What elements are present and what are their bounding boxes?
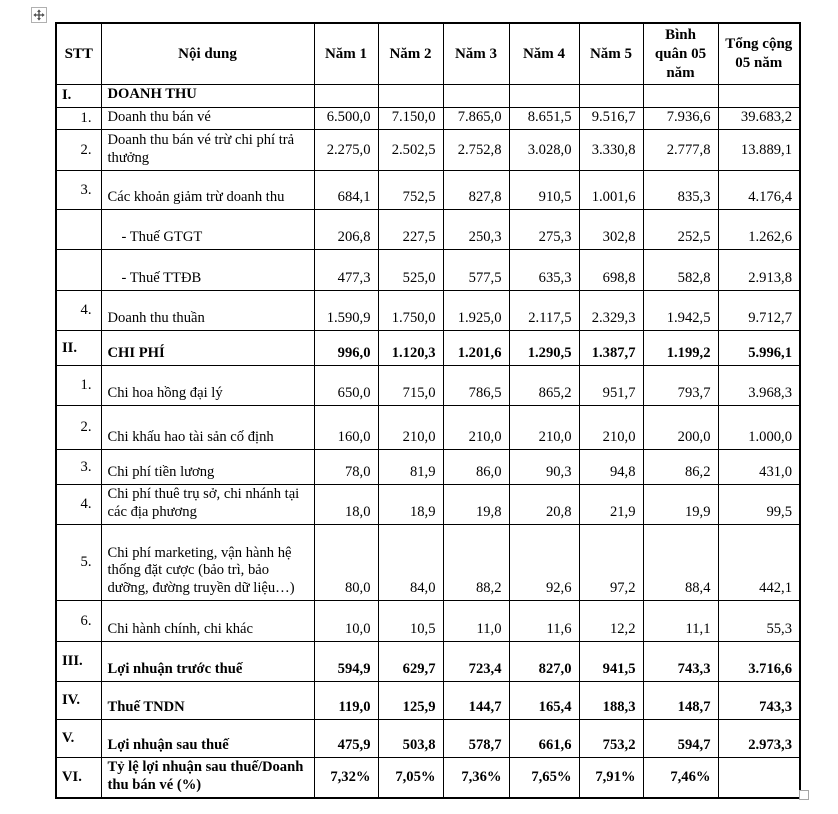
- cell-value[interactable]: 577,5: [443, 250, 509, 291]
- column-header-stt[interactable]: STT: [56, 23, 101, 85]
- cell-value[interactable]: 7,91%: [579, 758, 643, 799]
- cell-value[interactable]: 250,3: [443, 210, 509, 250]
- cell-value[interactable]: 3.028,0: [509, 130, 579, 171]
- table-row: [56, 525, 800, 601]
- cell-value[interactable]: 578,7: [443, 720, 509, 758]
- cell-value[interactable]: 996,0: [314, 331, 378, 366]
- cell-value[interactable]: 910,5: [509, 171, 579, 210]
- cell-value[interactable]: 88,2: [443, 525, 509, 601]
- cell-value[interactable]: 18,9: [378, 485, 443, 525]
- cell-value[interactable]: 84,0: [378, 525, 443, 601]
- column-header-nam3[interactable]: Năm 3: [443, 23, 509, 85]
- cell-noidung[interactable]: Lợi nhuận sau thuế: [101, 720, 314, 758]
- cell-stt[interactable]: 2.: [56, 406, 101, 450]
- cell-value[interactable]: 5.996,1: [718, 331, 800, 366]
- cell-value[interactable]: 503,8: [378, 720, 443, 758]
- cell-value[interactable]: [718, 758, 800, 799]
- cell-value[interactable]: 786,5: [443, 366, 509, 406]
- cell-noidung[interactable]: DOANH THU: [101, 85, 314, 108]
- table-row: [56, 331, 800, 366]
- cell-value[interactable]: 743,3: [643, 642, 718, 682]
- cell-value[interactable]: 86,2: [643, 450, 718, 485]
- move-cross-icon: [33, 9, 45, 21]
- cell-value[interactable]: 793,7: [643, 366, 718, 406]
- cell-value[interactable]: 227,5: [378, 210, 443, 250]
- cell-value[interactable]: 10,0: [314, 601, 378, 642]
- cell-value[interactable]: 650,0: [314, 366, 378, 406]
- cell-stt[interactable]: III.: [56, 642, 101, 682]
- cell-value[interactable]: 431,0: [718, 450, 800, 485]
- cell-value[interactable]: 1.590,9: [314, 291, 378, 331]
- cell-value[interactable]: 88,4: [643, 525, 718, 601]
- table-row: [56, 601, 800, 642]
- cell-value[interactable]: 148,7: [643, 682, 718, 720]
- column-header-nam5[interactable]: Năm 5: [579, 23, 643, 85]
- cell-value[interactable]: 684,1: [314, 171, 378, 210]
- column-header-tongcong[interactable]: Tổng cộng 05 năm: [718, 23, 800, 85]
- cell-stt[interactable]: 4.: [56, 291, 101, 331]
- cell-noidung[interactable]: Chi hoa hồng đại lý: [101, 366, 314, 406]
- cell-value[interactable]: 252,5: [643, 210, 718, 250]
- table-row: [56, 85, 800, 108]
- cell-noidung[interactable]: Chi hành chính, chi khác: [101, 601, 314, 642]
- cell-noidung[interactable]: Các khoản giảm trừ doanh thu: [101, 171, 314, 210]
- cell-value[interactable]: 1.942,5: [643, 291, 718, 331]
- cell-value[interactable]: 723,4: [443, 642, 509, 682]
- column-header-nam2[interactable]: Năm 2: [378, 23, 443, 85]
- cell-value[interactable]: 2.502,5: [378, 130, 443, 171]
- cell-stt[interactable]: [56, 210, 101, 250]
- cell-value[interactable]: 1.750,0: [378, 291, 443, 331]
- cell-value[interactable]: 144,7: [443, 682, 509, 720]
- table-header-row: [56, 23, 800, 85]
- cell-stt[interactable]: 5.: [56, 525, 101, 601]
- cell-value[interactable]: 19,9: [643, 485, 718, 525]
- table-row: [56, 485, 800, 525]
- cell-value[interactable]: 698,8: [579, 250, 643, 291]
- cell-value[interactable]: 1.290,5: [509, 331, 579, 366]
- cell-noidung[interactable]: Chi phí thuê trụ sở, chi nhánh tại các địa phương: [101, 485, 314, 525]
- cell-value[interactable]: 13.889,1: [718, 130, 800, 171]
- cell-value[interactable]: [509, 85, 579, 108]
- cell-noidung[interactable]: Thuế TNDN: [101, 682, 314, 720]
- cell-value[interactable]: 865,2: [509, 366, 579, 406]
- cell-noidung[interactable]: Tỷ lệ lợi nhuận sau thuế/Doanh thu bán vé (%): [101, 758, 314, 799]
- cell-value[interactable]: 97,2: [579, 525, 643, 601]
- cell-value[interactable]: 55,3: [718, 601, 800, 642]
- cell-value[interactable]: 86,0: [443, 450, 509, 485]
- cell-value[interactable]: [579, 85, 643, 108]
- cell-value[interactable]: 9.712,7: [718, 291, 800, 331]
- table-row: [56, 291, 800, 331]
- table-row: [56, 406, 800, 450]
- cell-stt[interactable]: 6.: [56, 601, 101, 642]
- cell-value[interactable]: 7,05%: [378, 758, 443, 799]
- cell-value[interactable]: 9.516,7: [579, 107, 643, 130]
- table-row: [56, 450, 800, 485]
- cell-value[interactable]: 7,36%: [443, 758, 509, 799]
- cell-value[interactable]: 210,0: [378, 406, 443, 450]
- cell-noidung[interactable]: Lợi nhuận trước thuế: [101, 642, 314, 682]
- cell-stt[interactable]: II.: [56, 331, 101, 366]
- cell-stt[interactable]: 2.: [56, 130, 101, 171]
- cell-value[interactable]: 475,9: [314, 720, 378, 758]
- cell-value[interactable]: 2.973,3: [718, 720, 800, 758]
- cell-value[interactable]: [643, 85, 718, 108]
- cell-value[interactable]: 94,8: [579, 450, 643, 485]
- cell-value[interactable]: 2.275,0: [314, 130, 378, 171]
- cell-value[interactable]: 7,65%: [509, 758, 579, 799]
- cell-value[interactable]: 90,3: [509, 450, 579, 485]
- cell-value[interactable]: 753,2: [579, 720, 643, 758]
- cell-stt[interactable]: 1.: [56, 107, 101, 130]
- cell-value[interactable]: 827,0: [509, 642, 579, 682]
- cell-value[interactable]: 2.913,8: [718, 250, 800, 291]
- table-move-handle[interactable]: [31, 7, 47, 23]
- cell-value[interactable]: 160,0: [314, 406, 378, 450]
- cell-value[interactable]: 1.001,6: [579, 171, 643, 210]
- cell-value[interactable]: 2.329,3: [579, 291, 643, 331]
- cell-value[interactable]: 661,6: [509, 720, 579, 758]
- cell-value[interactable]: 4.176,4: [718, 171, 800, 210]
- table-row: [56, 107, 800, 130]
- cell-value[interactable]: 200,0: [643, 406, 718, 450]
- cell-value[interactable]: [443, 85, 509, 108]
- cell-value[interactable]: 1.262,6: [718, 210, 800, 250]
- cell-value[interactable]: 1.120,3: [378, 331, 443, 366]
- column-header-noidung[interactable]: Nội dung: [101, 23, 314, 85]
- cell-noidung[interactable]: - Thuế TTĐB: [101, 250, 314, 291]
- cell-value[interactable]: 78,0: [314, 450, 378, 485]
- cell-value[interactable]: [718, 85, 800, 108]
- cell-noidung[interactable]: CHI PHÍ: [101, 331, 314, 366]
- cell-value[interactable]: 3.330,8: [579, 130, 643, 171]
- cell-value[interactable]: 99,5: [718, 485, 800, 525]
- cell-value[interactable]: 10,5: [378, 601, 443, 642]
- cell-value[interactable]: 3.716,6: [718, 642, 800, 682]
- cell-value[interactable]: 2.117,5: [509, 291, 579, 331]
- cell-value[interactable]: 629,7: [378, 642, 443, 682]
- table-row: [56, 130, 800, 171]
- cell-value[interactable]: 20,8: [509, 485, 579, 525]
- cell-value[interactable]: 2.777,8: [643, 130, 718, 171]
- cell-value[interactable]: 39.683,2: [718, 107, 800, 130]
- table-row: [56, 720, 800, 758]
- table-row: [56, 758, 800, 799]
- table-row: [56, 366, 800, 406]
- cell-value[interactable]: 594,9: [314, 642, 378, 682]
- cell-value[interactable]: 2.752,8: [443, 130, 509, 171]
- cell-value[interactable]: 827,8: [443, 171, 509, 210]
- cell-value[interactable]: 1.000,0: [718, 406, 800, 450]
- cell-value[interactable]: 941,5: [579, 642, 643, 682]
- cell-stt[interactable]: I.: [56, 85, 101, 108]
- cell-value[interactable]: 165,4: [509, 682, 579, 720]
- cell-value[interactable]: [314, 85, 378, 108]
- cell-value[interactable]: 635,3: [509, 250, 579, 291]
- cell-value[interactable]: 11,1: [643, 601, 718, 642]
- cell-value[interactable]: 6.500,0: [314, 107, 378, 130]
- cell-value[interactable]: 19,8: [443, 485, 509, 525]
- cell-value[interactable]: 11,0: [443, 601, 509, 642]
- cell-value[interactable]: 210,0: [509, 406, 579, 450]
- cell-value[interactable]: 752,5: [378, 171, 443, 210]
- cell-value[interactable]: 210,0: [443, 406, 509, 450]
- cell-value[interactable]: 1.201,6: [443, 331, 509, 366]
- cell-stt[interactable]: V.: [56, 720, 101, 758]
- cell-stt[interactable]: 1.: [56, 366, 101, 406]
- cell-value[interactable]: 92,6: [509, 525, 579, 601]
- cell-value[interactable]: 835,3: [643, 171, 718, 210]
- column-header-nam1[interactable]: Năm 1: [314, 23, 378, 85]
- cell-noidung[interactable]: Doanh thu bán vé trừ chi phí trả thưởng: [101, 130, 314, 171]
- cell-value[interactable]: 477,3: [314, 250, 378, 291]
- cell-noidung[interactable]: Doanh thu bán vé: [101, 107, 314, 130]
- table-row: [56, 171, 800, 210]
- cell-value[interactable]: 525,0: [378, 250, 443, 291]
- cell-stt[interactable]: VI.: [56, 758, 101, 799]
- cell-value[interactable]: 119,0: [314, 682, 378, 720]
- table-row: [56, 682, 800, 720]
- cell-value[interactable]: 582,8: [643, 250, 718, 291]
- cell-stt[interactable]: IV.: [56, 682, 101, 720]
- cell-noidung[interactable]: Chi phí marketing, vận hành hệ thống đặt cược (bảo trì, bảo dưỡng, đường truyền dữ liệu…): [101, 525, 314, 601]
- cell-value[interactable]: 11,6: [509, 601, 579, 642]
- cell-value[interactable]: 7.936,6: [643, 107, 718, 130]
- table-row: [56, 250, 800, 291]
- cell-value[interactable]: 21,9: [579, 485, 643, 525]
- cell-value[interactable]: 743,3: [718, 682, 800, 720]
- table-row: [56, 210, 800, 250]
- cell-value[interactable]: 951,7: [579, 366, 643, 406]
- cell-value[interactable]: 7.865,0: [443, 107, 509, 130]
- cell-value[interactable]: 7.150,0: [378, 107, 443, 130]
- cell-stt[interactable]: 4.: [56, 485, 101, 525]
- table-row: [56, 642, 800, 682]
- cell-noidung[interactable]: Chi phí tiền lương: [101, 450, 314, 485]
- financial-projection-table: [55, 22, 801, 799]
- cell-value[interactable]: 3.968,3: [718, 366, 800, 406]
- cell-noidung[interactable]: Doanh thu thuần: [101, 291, 314, 331]
- cell-value[interactable]: 80,0: [314, 525, 378, 601]
- cell-value[interactable]: [378, 85, 443, 108]
- cell-stt[interactable]: [56, 250, 101, 291]
- cell-value[interactable]: 302,8: [579, 210, 643, 250]
- cell-value[interactable]: 442,1: [718, 525, 800, 601]
- cell-noidung[interactable]: - Thuế GTGT: [101, 210, 314, 250]
- cell-value[interactable]: 715,0: [378, 366, 443, 406]
- cell-value[interactable]: 125,9: [378, 682, 443, 720]
- cell-value[interactable]: 7,32%: [314, 758, 378, 799]
- cell-value[interactable]: 1.387,7: [579, 331, 643, 366]
- column-header-nam4[interactable]: Năm 4: [509, 23, 579, 85]
- cell-noidung[interactable]: Chi khấu hao tài sản cố định: [101, 406, 314, 450]
- table-resize-handle[interactable]: [799, 790, 809, 800]
- cell-value[interactable]: 1.199,2: [643, 331, 718, 366]
- cell-value[interactable]: 18,0: [314, 485, 378, 525]
- cell-value[interactable]: 206,8: [314, 210, 378, 250]
- cell-value[interactable]: 210,0: [579, 406, 643, 450]
- cell-value[interactable]: 188,3: [579, 682, 643, 720]
- cell-value[interactable]: 1.925,0: [443, 291, 509, 331]
- cell-value[interactable]: 8.651,5: [509, 107, 579, 130]
- cell-value[interactable]: 594,7: [643, 720, 718, 758]
- column-header-binhquan[interactable]: Bình quân 05 năm: [643, 23, 718, 85]
- cell-stt[interactable]: 3.: [56, 171, 101, 210]
- cell-value[interactable]: 7,46%: [643, 758, 718, 799]
- cell-value[interactable]: 275,3: [509, 210, 579, 250]
- cell-value[interactable]: 12,2: [579, 601, 643, 642]
- cell-stt[interactable]: 3.: [56, 450, 101, 485]
- cell-value[interactable]: 81,9: [378, 450, 443, 485]
